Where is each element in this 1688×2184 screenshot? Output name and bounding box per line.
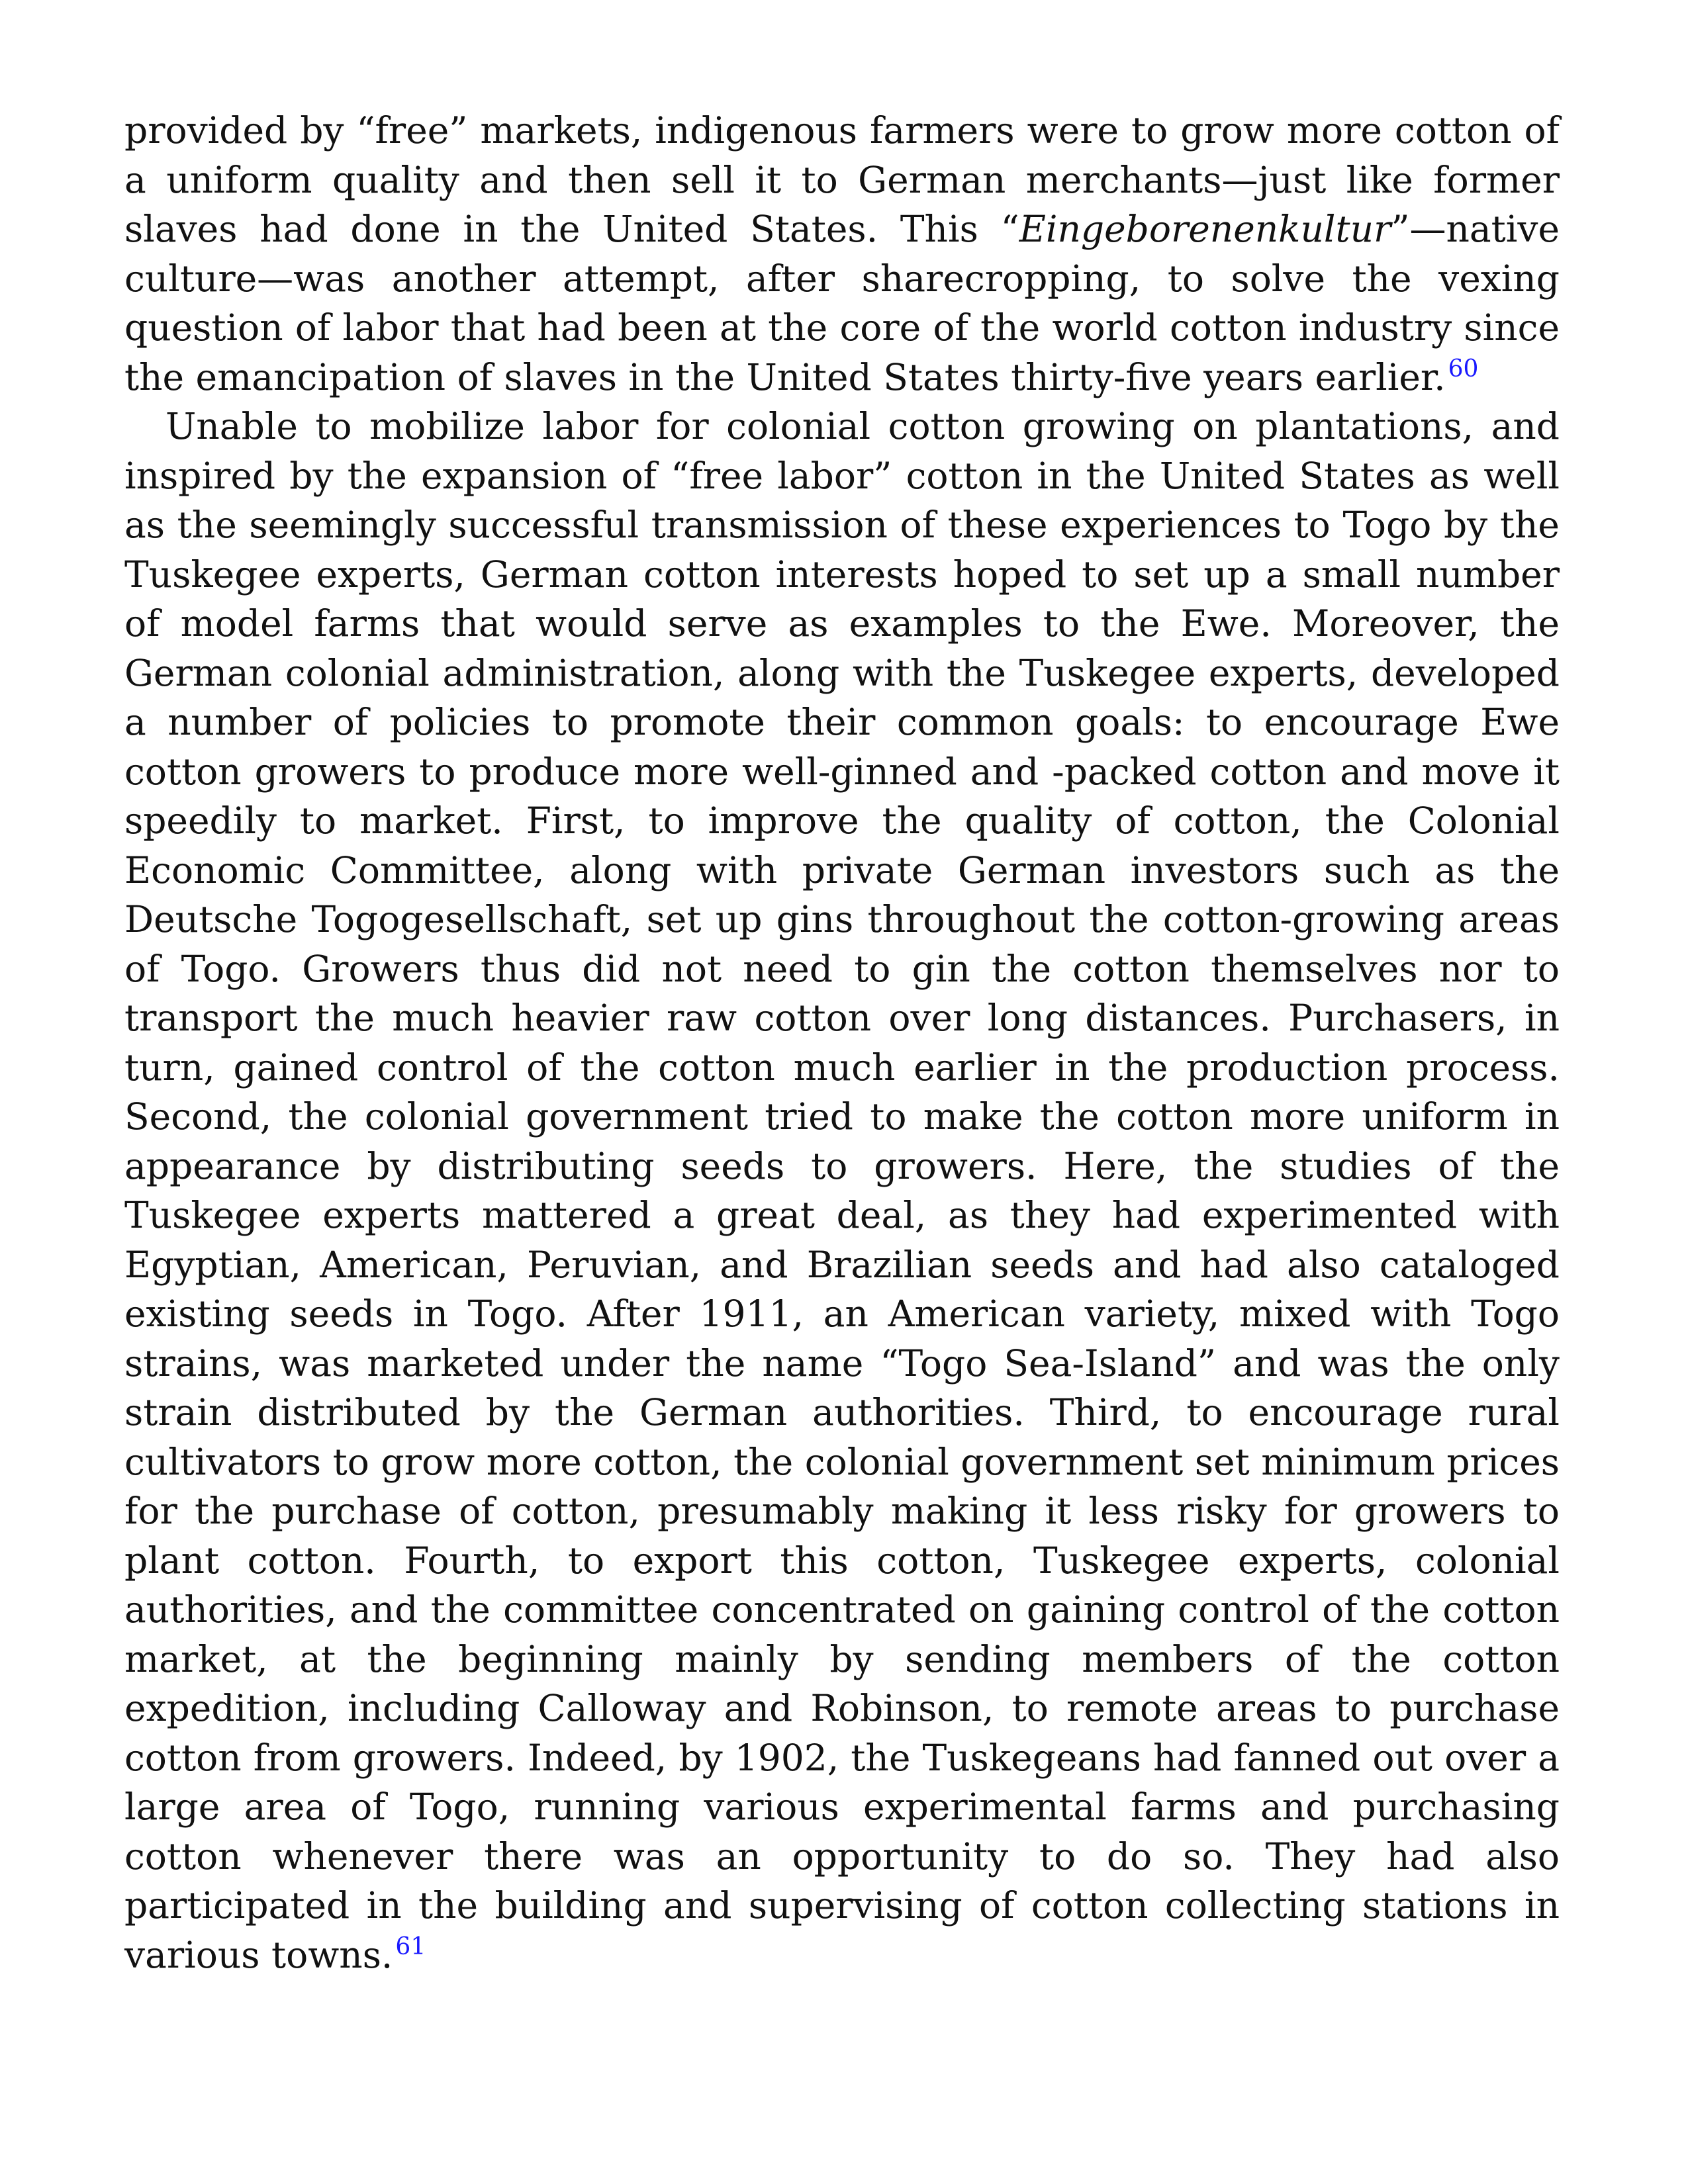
document-page xyxy=(124,106,1560,1979)
paragraph-2 xyxy=(124,402,1560,1979)
paragraph-2-text: Unable to mobilize labor for colonial cotton growing on plantations, and inspired by the expansion of “free labor” cotton in the United States as well as the seemingly successful transmission of these experiences to Togo by the Tuskegee experts, German cotton interests hoped to set up a small number of model farms that would serve as examples to the Ewe. Moreover, the German colonial administration, along with the Tuskegee experts, developed a number of policies to promote their common goals: to encourage Ewe cotton growers to produce more well-ginned and -packed cotton and move it speedily to market. First, to improve the quality of cotton, the Colonial Economic Committee, along with private German investors such as the Deutsche Togogesellschaft, set up gins throughout the cotton-growing areas of Togo. Growers thus did not need to gin the cotton themselves nor to transport the much heavier raw cotton over long distances. Purchasers, in turn, gained control of the cotton much earlier in the production process. Second, the colonial government tried to make the cotton more uniform in appearance by distributing seeds to growers. Here, the studies of the Tuskegee experts mattered a great deal, as they had experimented with Egyptian, American, Peruvian, and Brazilian seeds and had also cataloged existing seeds in Togo. After 1911, an American variety, mixed with Togo strains, was marketed under the name “Togo Sea-Island” and was the only strain distributed by the German authorities. Third, to encourage rural cultivators to grow more cotton, the colonial government set minimum prices for the purchase of cotton, presumably making it less risky for growers to plant cotton. Fourth, to export this cotton, Tuskegee experts, colonial authorities, and the committee concentrated on gaining control of the cotton market, at the beginning mainly by sending members of the cotton expedition, including Calloway and Robinson, to remote areas to purchase cotton from growers. Indeed, by 1902, the Tuskegeans had fanned out over a large area of Togo, running various experimental farms and purchasing cotton whenever there was an opportunity to do so. They had also participated in the building and supervising of cotton collecting stations in various towns. xyxy=(124,405,1560,1976)
paragraph-1-text-b: ”—native culture—was another attempt, after sharecropping, to solve the vexing question of labor that had been at the core of the world cotton industry since the emancipation of slaves in the United States thirty-five years earlier. xyxy=(124,208,1560,398)
paragraph-1-text-a: provided by “free” markets, indigenous farmers were to grow more cotton of a uniform quality and then sell it to German merchants—just like former slaves had done in the United States. This “ xyxy=(124,109,1560,250)
footnote-link-60[interactable]: 60 xyxy=(1448,355,1479,383)
paragraph-1-italic-term: Eingeborenenkultur xyxy=(1019,208,1391,250)
paragraph-1 xyxy=(124,106,1560,402)
footnote-link-61[interactable]: 61 xyxy=(395,1933,426,1961)
